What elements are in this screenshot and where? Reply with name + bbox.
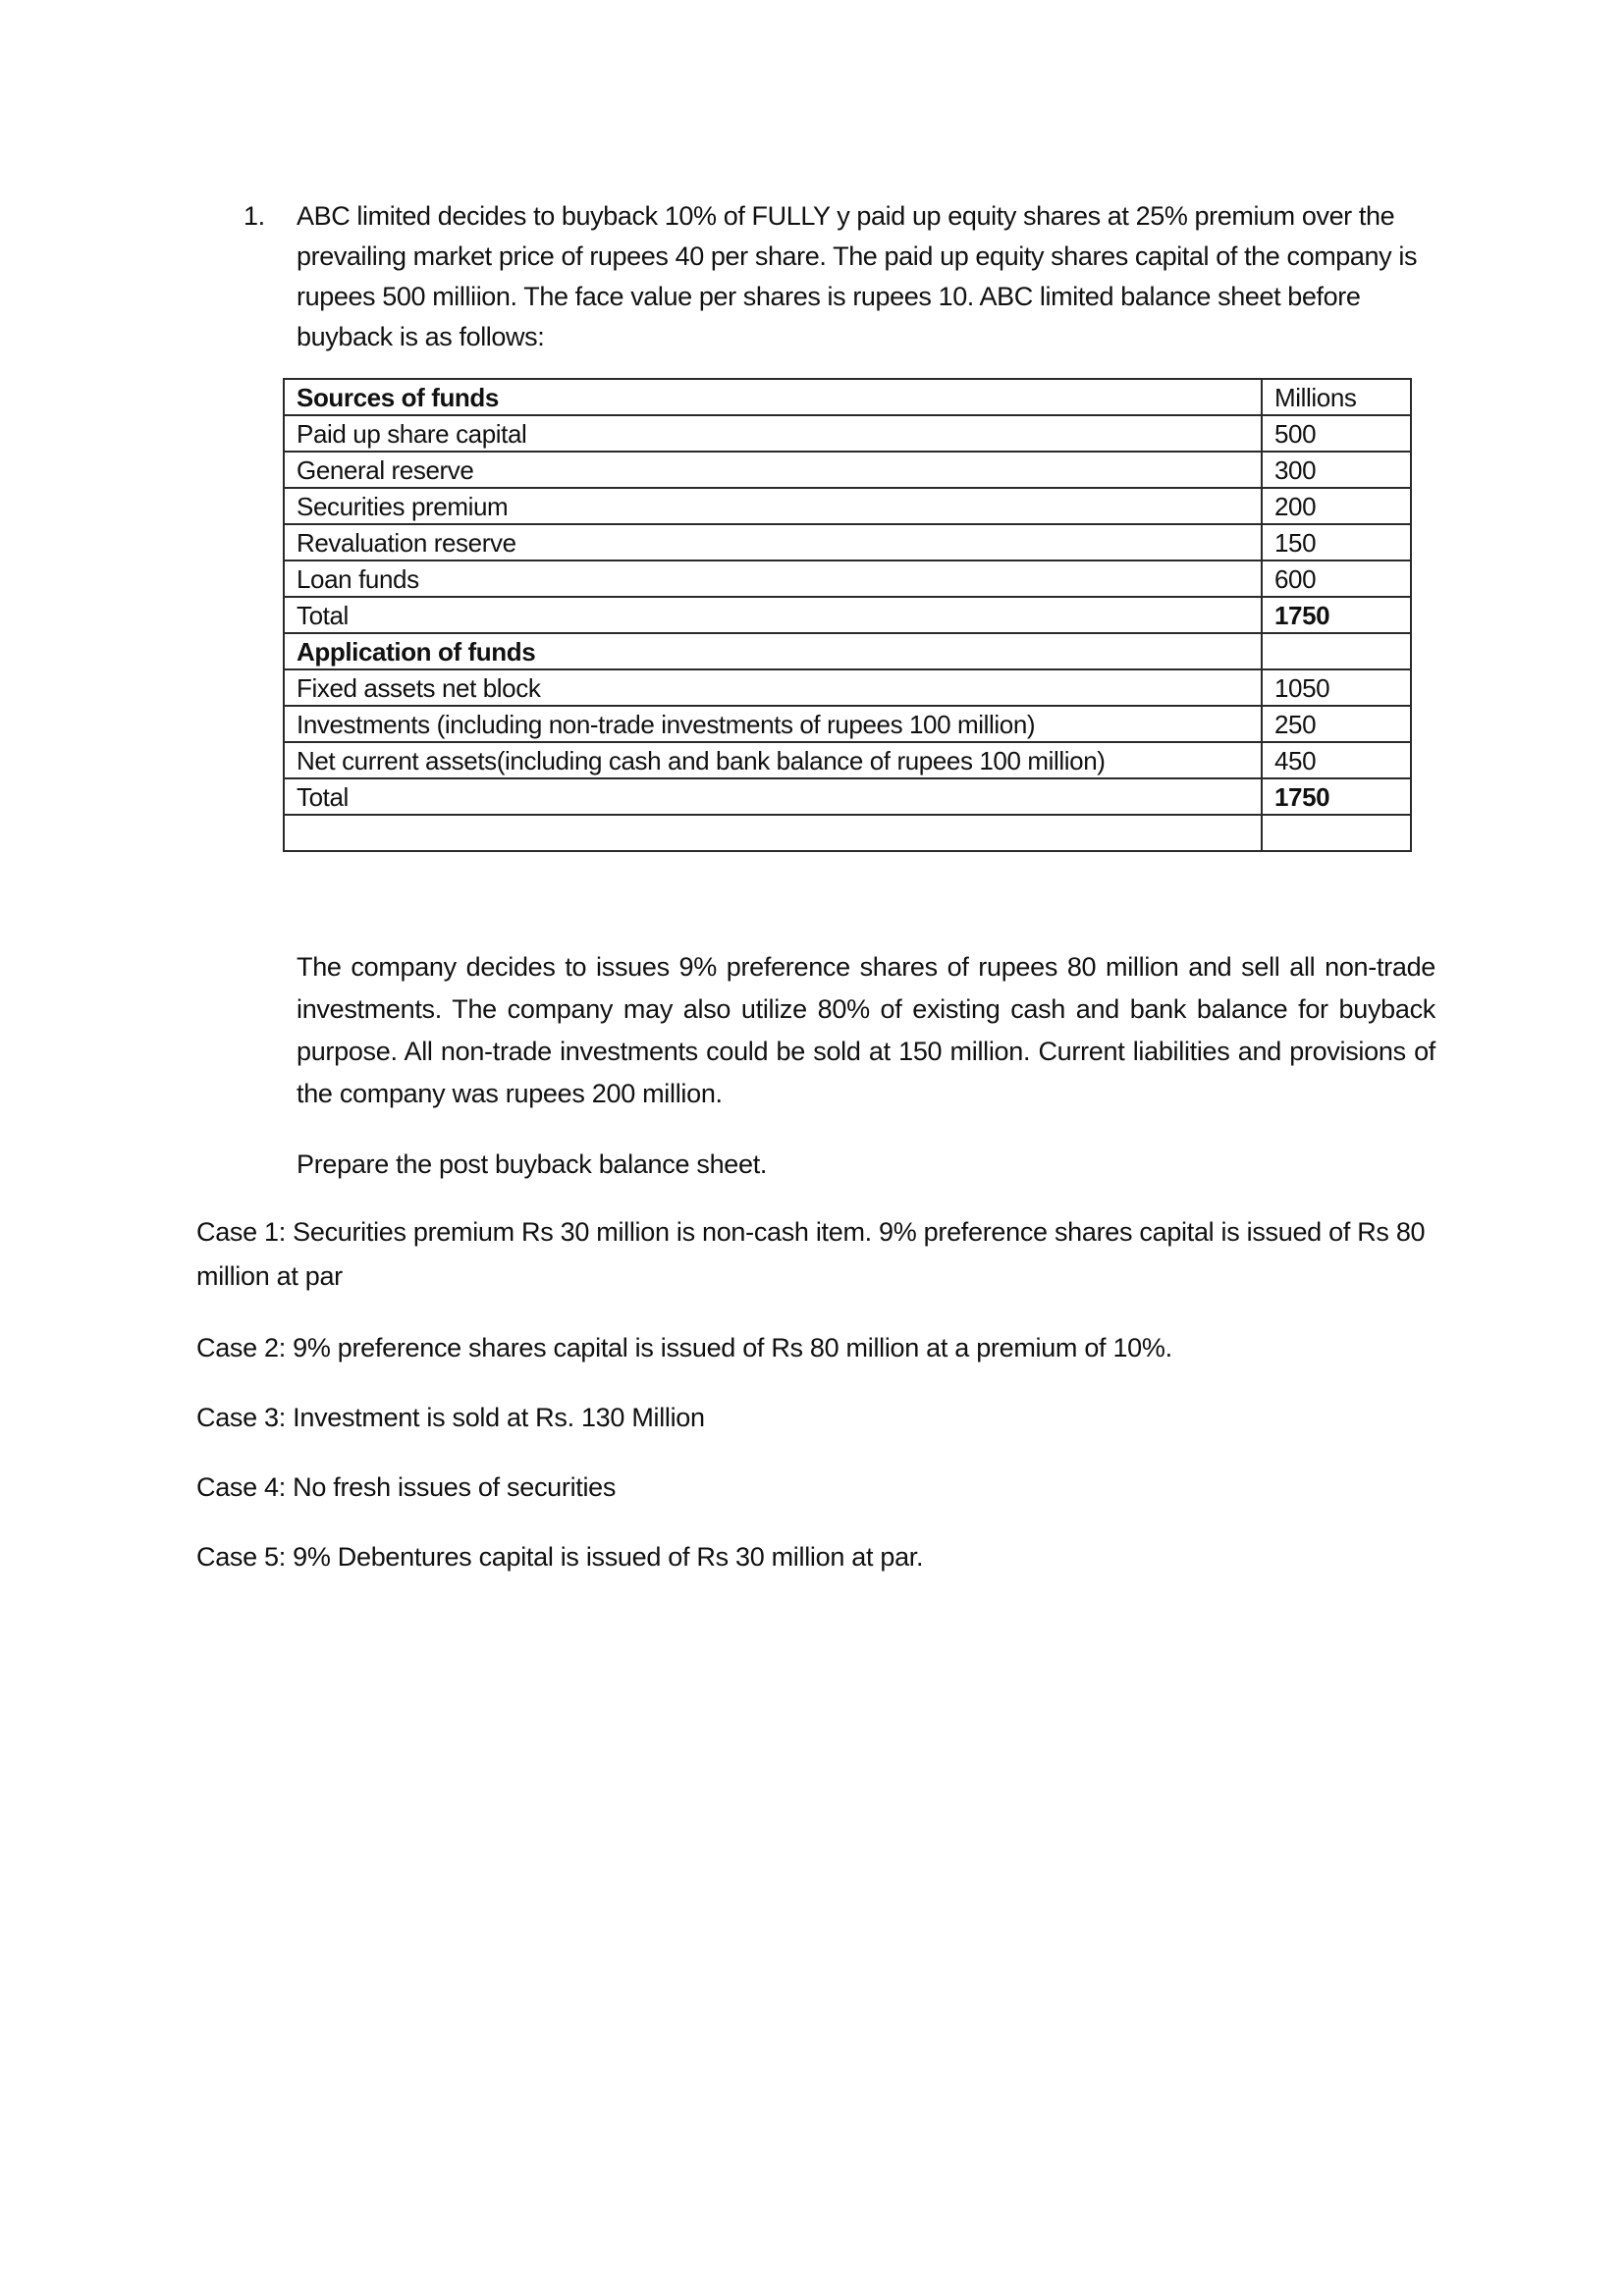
table-row <box>284 415 1411 452</box>
row-label: Revaluation reserve <box>284 524 1262 561</box>
question-block <box>244 196 1422 357</box>
empty-row <box>284 815 1411 851</box>
application-of-funds-heading: Application of funds <box>284 633 1262 669</box>
application-header-row <box>284 633 1411 669</box>
row-value: 500 <box>1262 415 1411 452</box>
case-2: Case 2: 9% preference shares capital is issued of Rs 80 million at a premium of 10%. <box>196 1333 1172 1362</box>
sources-total-row <box>284 597 1411 633</box>
row-label: Loan funds <box>284 561 1262 597</box>
row-value <box>1262 633 1411 669</box>
scenario-paragraph: The company decides to issues 9% preference shares of rupees 80 million and sell all non-trade investments. The company may also utilize 80% of existing cash and bank balance for buyback purpose. All non-trade investments could be sold at 150 million. Current liabilities and provisions of the company was rupees 200 million. <box>297 952 1435 1108</box>
row-label: Net current assets(including cash and bank balance of rupees 100 million) <box>284 742 1262 778</box>
table-row <box>284 452 1411 488</box>
row-label: Paid up share capital <box>284 415 1262 452</box>
case-5: Case 5: 9% Debentures capital is issued of Rs 30 million at par. <box>196 1542 924 1572</box>
instruction-text: Prepare the post buyback balance sheet. <box>297 1149 768 1179</box>
row-label: Investments (including non-trade investments of rupees 100 million) <box>284 706 1262 742</box>
table-header-row <box>284 379 1411 415</box>
units-heading: Millions <box>1262 379 1411 415</box>
row-value: 450 <box>1262 742 1411 778</box>
row-value: 1050 <box>1262 669 1411 706</box>
table-row <box>284 742 1411 778</box>
row-value: 300 <box>1262 452 1411 488</box>
row-label: Fixed assets net block <box>284 669 1262 706</box>
case-3: Case 3: Investment is sold at Rs. 130 Million <box>196 1403 705 1432</box>
total-label: Total <box>284 597 1262 633</box>
total-value: 1750 <box>1262 597 1411 633</box>
case-1: Case 1: Securities premium Rs 30 million is non-cash item. 9% preference shares capital is issued of Rs 80 million at par <box>196 1217 1426 1291</box>
row-value: 600 <box>1262 561 1411 597</box>
table-row <box>284 706 1411 742</box>
table-row <box>284 561 1411 597</box>
row-value: 150 <box>1262 524 1411 561</box>
table-row <box>284 488 1411 524</box>
applications-total-row <box>284 778 1411 815</box>
table-row <box>284 669 1411 706</box>
row-value: 200 <box>1262 488 1411 524</box>
row-label: General reserve <box>284 452 1262 488</box>
table-row <box>284 524 1411 561</box>
row-value <box>1262 815 1411 851</box>
question-text: ABC limited decides to buyback 10% of FULLY y paid up equity shares at 25% premium over the prevailing market price of rupees 40 per share. The paid up equity shares capital of the company is rupees 500 milliion. The face value per shares is rupees 10. ABC limited balance sheet before buyback is as follows: <box>297 201 1418 351</box>
total-label: Total <box>284 778 1262 815</box>
sources-of-funds-heading: Sources of funds <box>284 379 1262 415</box>
row-value: 250 <box>1262 706 1411 742</box>
row-label <box>284 815 1262 851</box>
balance-sheet-table <box>283 378 1412 852</box>
case-4: Case 4: No fresh issues of securities <box>196 1472 617 1502</box>
total-value: 1750 <box>1262 778 1411 815</box>
row-label: Securities premium <box>284 488 1262 524</box>
question-number: 1. <box>244 201 265 231</box>
